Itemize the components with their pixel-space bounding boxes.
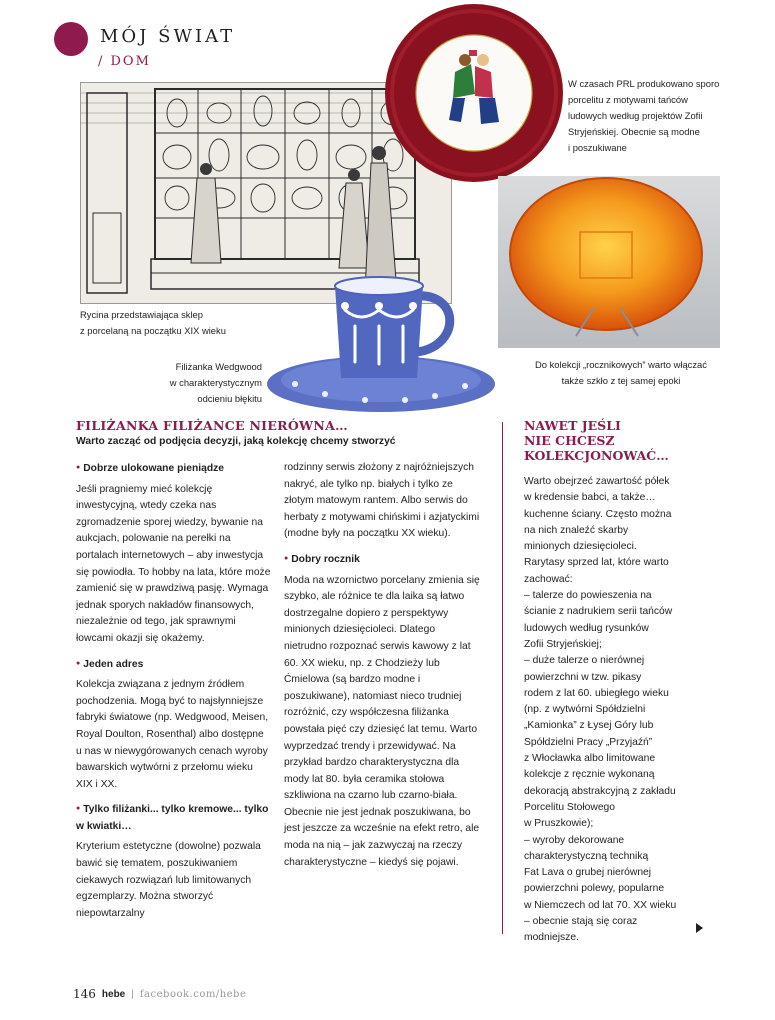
- paragraph: Kolekcja związana z jednym źródłem pochodzenia. Mogą być to najsłynniejsze fabryki światowe (np. Wedgwood, Meisen, Royal Doulton, Rosenthal) albo dostępne u nas w niewygórowanych cenach wyroby bawarskich wytwórni z przełomu wieku XIX i XX.: [76, 679, 269, 790]
- sidebar-headline: [524, 418, 724, 463]
- caption-line: ludowych według projektów Zofii: [568, 110, 703, 121]
- section-title: MÓJ ŚWIAT: [100, 26, 236, 47]
- section-dot: [54, 22, 88, 56]
- headline-line: NIE CHCESZ: [524, 433, 615, 448]
- page-footer: [73, 987, 246, 1001]
- red-plate-caption: [568, 76, 768, 156]
- caption-line: W czasach PRL produkowano sporo: [568, 78, 720, 89]
- caption-line: także szkło z tej samej epoki: [561, 375, 681, 386]
- sidebar-line: powierzchni polewy, popularne: [524, 883, 665, 895]
- footer-website: facebook.com/hebe: [139, 988, 247, 1000]
- sidebar-line: modniejsze.: [524, 932, 579, 944]
- sidebar-line: charakterystyczną techniką: [524, 850, 649, 862]
- column-divider: [502, 422, 503, 934]
- sidebar-line: – talerze do powieszenia na: [524, 590, 652, 602]
- subheading: ● Tylko filiżanki... tylko kremowe... tylko w kwiatki…: [76, 801, 272, 835]
- sidebar-line: – wyroby dekorowane: [524, 834, 625, 846]
- sidebar-line: kolekcje z ręcznie wykonaną: [524, 769, 655, 781]
- caption-line: Filiżanka Wedgwood: [175, 361, 262, 372]
- section-subtitle: / DOM: [98, 54, 151, 69]
- sidebar-line: ludowych według rysunków: [524, 622, 649, 634]
- sidebar-line: „Kamionka” z Łysej Góry lub: [524, 720, 654, 732]
- sidebar-line: Rarytasy sprzed lat, które warto: [524, 557, 669, 569]
- sidebar-line: zachować:: [524, 573, 573, 585]
- sidebar-line: na nich znaleźć skarby: [524, 524, 629, 536]
- sidebar-line: w kredensie babci, a także…: [524, 492, 656, 504]
- wedgwood-cup-image: [265, 266, 497, 414]
- paragraph: Jeśli pragniemy mieć kolekcję inwestycyjną, wtedy czeka nas zgromadzenie sporej wiedzy, bywanie na aukcjach, polowanie na perełki na portalach internetowych – aby inwestycja się powiodła. To hobby na lata, które może zamienić się w prawdziwą pasję. Wymaga jednak sporych nakładów finansowych, niezależnie od tego, jak sprawnymi łowcami okazji się okażemy.: [76, 483, 271, 644]
- sidebar-line: Porcelitu Stołowego: [524, 801, 616, 813]
- caption-line: Stryjeńskiej. Obecnie są modne: [568, 126, 700, 137]
- footer-separator: |: [131, 988, 134, 1000]
- sidebar-line: z Włocławka albo limitowane: [524, 753, 656, 765]
- folk-dance-plate-image: [383, 2, 566, 185]
- caption-line: Rycina przedstawiająca sklep: [80, 309, 203, 320]
- article-column-2: [284, 460, 480, 879]
- caption-line: Do kolekcji „rocznikowych” warto włączać: [535, 359, 707, 370]
- subheading: ● Jeden adres: [76, 656, 272, 674]
- caption-line: z porcelaną na początku XIX wieku: [80, 325, 226, 336]
- paragraph: Kryterium estetyczne (dowolne) pozwala bawić się tematem, poszukiwaniem ciekawych rozwiązań lub limitowanych egzemplarzy. Można stworzyć niepowtarzalny: [76, 841, 261, 919]
- sidebar-line: Zofii Stryjeńskiej;: [524, 638, 602, 650]
- sidebar-line: w Niemczech od lat 70. XX wieku: [524, 899, 677, 911]
- headline-line: KOLEKCJONOWAĆ…: [524, 448, 669, 463]
- continue-arrow-icon: [696, 923, 703, 933]
- sidebar-line: Warto obejrzeć zawartość półek: [524, 476, 670, 487]
- article-headline: FILIŻANKA FILIŻANCE NIERÓWNA…: [76, 418, 348, 433]
- caption-line: porcelitu z motywami tańców: [568, 94, 688, 105]
- sidebar-line: dekoracją abstrakcyjną z zakładu: [524, 785, 676, 797]
- sidebar-line: w Pruszkowie);: [524, 818, 594, 830]
- sidebar-line: (np. z wytwórni Spółdzielni: [524, 704, 646, 716]
- orange-glass-plate-image: [498, 176, 720, 348]
- caption-line: w charakterystycznym: [169, 377, 262, 388]
- engraving-caption: [80, 307, 280, 339]
- sidebar-line: powierzchni w tzw. pikasy: [524, 671, 642, 683]
- caption-line: i poszukiwane: [568, 142, 627, 153]
- orange-plate-caption: [506, 357, 736, 389]
- subheading: ● Dobrze ulokowane pieniądze: [76, 460, 272, 478]
- sidebar-line: minionych dziesięcioleci.: [524, 541, 637, 553]
- headline-line: NAWET JEŚLI: [524, 418, 621, 433]
- sidebar-body: [524, 474, 724, 947]
- article-lead: Warto zacząć od podjęcia decyzji, jaką kolekcję chcemy stworzyć: [76, 436, 396, 447]
- sidebar-line: – obecnie stają się coraz: [524, 916, 638, 928]
- paragraph: Moda na wzornictwo porcelany zmienia się szybko, ale różnice te dla laika są łatwo dostrzegalne dopiero z perspektywy minionych dziesięcioleci. Dlatego nietrudno rozpoznać serwis kawowy z lat 60. XX wieku, np. z Chodzieży lub Ćmielowa (są bardzo modne i poszukiwane), natomiast nieco trudniej rozróżnić, czy współczesna filiżanka powstała pięć czy dziesięć lat temu. Warto wyprzedzać trendy i przewidywać. Na przykład bardzo charakterystyczna dla mody lat 80. była ceramika stołowa szkliwiona na czarno lub czarno-biała. Obecnie nie jest jednak poszukiwana, bo jest jeszcze za wcześnie na efekt retro, ale moda na nią – jak zazwyczaj na rzeczy charakterystyczne – kiedyś się pojawi.: [284, 574, 480, 868]
- page-number: 146: [73, 987, 96, 1001]
- caption-line: odcieniu błękitu: [197, 393, 262, 404]
- sidebar-line: rodem z lat 60. ubiegłego wieku: [524, 687, 669, 699]
- cup-caption: [130, 359, 262, 407]
- sidebar-line: Fat Lava o grubej nierównej: [524, 867, 652, 879]
- article-column-1: [76, 460, 272, 930]
- magazine-brand: hebe: [101, 988, 126, 1000]
- sidebar-line: kuchenne ściany. Często można: [524, 508, 672, 520]
- paragraph: rodzinny serwis złożony z najróżniejszych nakryć, ale tylko np. białych i tylko ze złotym matowym rantem. Albo serwis do herbaty z motywami chińskimi i azjatyckimi (modne były na początku XX wieku).: [284, 462, 480, 540]
- sidebar-line: – duże talerze o nierównej: [524, 655, 645, 667]
- subheading: ● Dobry rocznik: [284, 551, 480, 569]
- sidebar-line: Spółdzielni Pracy „Przyjaźń”: [524, 736, 653, 748]
- sidebar-line: ścianie z nadrukiem serii tańców: [524, 606, 673, 618]
